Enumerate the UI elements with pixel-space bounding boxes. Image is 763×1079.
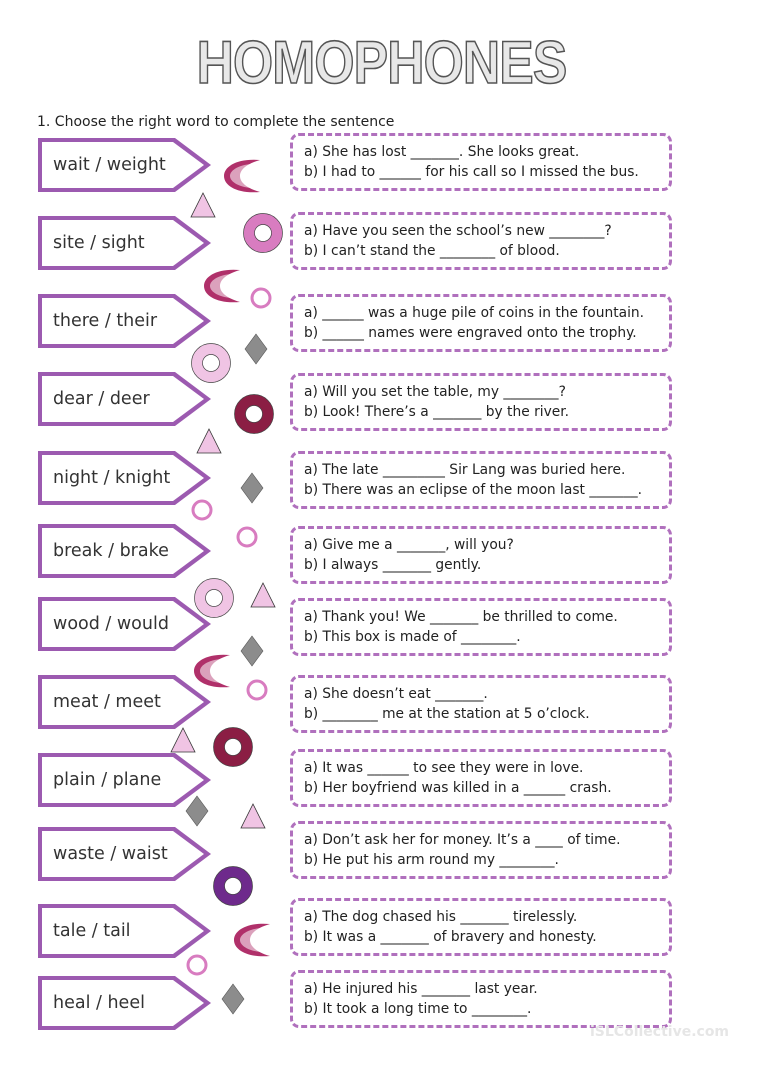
watermark: iSLCollective.com bbox=[590, 1024, 730, 1040]
instruction-text: 1. Choose the right word to complete the sentence bbox=[37, 114, 395, 130]
sentence-box bbox=[290, 373, 672, 431]
word-pair: tale / tail bbox=[53, 921, 131, 941]
ring-icon bbox=[235, 525, 259, 553]
sentence-b: b) He put his arm round my ________. bbox=[304, 851, 559, 868]
sentence-box bbox=[290, 133, 672, 191]
sentence-a: a) Give me a _______, will you? bbox=[304, 537, 514, 553]
word-tag bbox=[37, 137, 213, 193]
triangle-icon bbox=[250, 582, 276, 612]
sentence-box bbox=[290, 675, 672, 733]
word-pair: plain / plane bbox=[53, 770, 162, 790]
sentence-b: b) ______ names were engraved onto the trophy. bbox=[304, 324, 637, 341]
sentence-b: b) This box is made of ________. bbox=[304, 628, 521, 645]
word-pair: heal / heel bbox=[53, 993, 145, 1013]
sentence-box bbox=[290, 821, 672, 879]
sentence-a: a) He injured his _______ last year. bbox=[304, 981, 538, 997]
word-pair: there / their bbox=[53, 311, 158, 331]
sentence-box bbox=[290, 970, 672, 1028]
crescent-moon-icon bbox=[220, 156, 264, 200]
triangle-icon bbox=[240, 803, 266, 833]
ring-icon bbox=[190, 342, 232, 388]
word-pair: break / brake bbox=[53, 541, 169, 561]
word-tag bbox=[37, 371, 213, 427]
sentence-box bbox=[290, 451, 672, 509]
sentence-b: b) Look! There’s a _______ by the river. bbox=[304, 403, 570, 420]
sentence-box bbox=[290, 598, 672, 656]
diamond-icon bbox=[185, 795, 209, 831]
crescent-moon-icon bbox=[230, 920, 274, 964]
triangle-icon bbox=[170, 727, 196, 757]
sentence-b: b) I always _______ gently. bbox=[304, 556, 482, 573]
sentence-b: b) It took a long time to ________. bbox=[304, 1000, 532, 1017]
word-tag bbox=[37, 674, 213, 730]
triangle-icon bbox=[190, 192, 216, 222]
ring-icon bbox=[185, 953, 209, 981]
sentence-b: b) There was an eclipse of the moon last _______. bbox=[304, 481, 642, 498]
word-pair: wood / would bbox=[53, 614, 169, 634]
sentence-a: a) Have you seen the school’s new ________? bbox=[304, 223, 612, 239]
word-tag bbox=[37, 903, 213, 959]
word-tag bbox=[37, 975, 213, 1031]
ring-icon bbox=[233, 393, 275, 439]
sentence-a: a) She doesn’t eat _______. bbox=[304, 686, 488, 702]
ring-icon bbox=[193, 577, 235, 623]
sentence-box bbox=[290, 212, 672, 270]
ring-icon bbox=[212, 865, 254, 911]
sentence-box bbox=[290, 294, 672, 352]
sentence-b: b) ________ me at the station at 5 o’clock. bbox=[304, 705, 590, 722]
crescent-moon-icon bbox=[190, 651, 234, 695]
sentence-a: a) She has lost _______. She looks great. bbox=[304, 144, 580, 160]
sentence-b: b) I had to ______ for his call so I missed the bus. bbox=[304, 163, 639, 180]
sentence-a: a) Will you set the table, my ________? bbox=[304, 384, 566, 400]
word-pair: meat / meet bbox=[53, 692, 161, 712]
ring-icon bbox=[190, 498, 214, 526]
sentence-a: a) It was ______ to see they were in love. bbox=[304, 760, 584, 776]
ring-icon bbox=[245, 678, 269, 706]
diamond-icon bbox=[240, 635, 264, 671]
sentence-box bbox=[290, 526, 672, 584]
diamond-icon bbox=[221, 983, 245, 1019]
sentence-box bbox=[290, 749, 672, 807]
word-pair: waste / waist bbox=[53, 844, 168, 864]
sentence-box bbox=[290, 898, 672, 956]
page-title: HOMOPHONES bbox=[196, 29, 567, 96]
word-pair: night / knight bbox=[53, 468, 171, 488]
ring-icon bbox=[212, 726, 254, 772]
sentence-a: a) ______ was a huge pile of coins in the fountain. bbox=[304, 305, 645, 321]
sentence-a: a) Don’t ask her for money. It’s a ____ of time. bbox=[304, 832, 621, 848]
crescent-moon-icon bbox=[200, 266, 244, 310]
diamond-icon bbox=[240, 472, 264, 508]
word-tag bbox=[37, 293, 213, 349]
sentence-a: a) The late _________ Sir Lang was buried here. bbox=[304, 462, 626, 478]
sentence-b: b) Her boyfriend was killed in a ______ crash. bbox=[304, 779, 612, 796]
sentence-b: b) I can’t stand the ________ of blood. bbox=[304, 242, 560, 259]
word-tag bbox=[37, 215, 213, 271]
word-pair: site / sight bbox=[53, 233, 145, 253]
word-pair: dear / deer bbox=[53, 389, 150, 409]
triangle-icon bbox=[196, 428, 222, 458]
sentence-a: a) The dog chased his _______ tirelessly. bbox=[304, 909, 578, 925]
word-tag bbox=[37, 596, 213, 652]
ring-icon bbox=[249, 286, 273, 314]
word-tag bbox=[37, 450, 213, 506]
sentence-b: b) It was a _______ of bravery and honesty. bbox=[304, 928, 597, 945]
word-tag bbox=[37, 826, 213, 882]
sentence-a: a) Thank you! We _______ be thrilled to come. bbox=[304, 609, 618, 625]
word-tag bbox=[37, 523, 213, 579]
ring-icon bbox=[242, 212, 284, 258]
diamond-icon bbox=[244, 333, 268, 369]
word-pair: wait / weight bbox=[53, 155, 166, 175]
